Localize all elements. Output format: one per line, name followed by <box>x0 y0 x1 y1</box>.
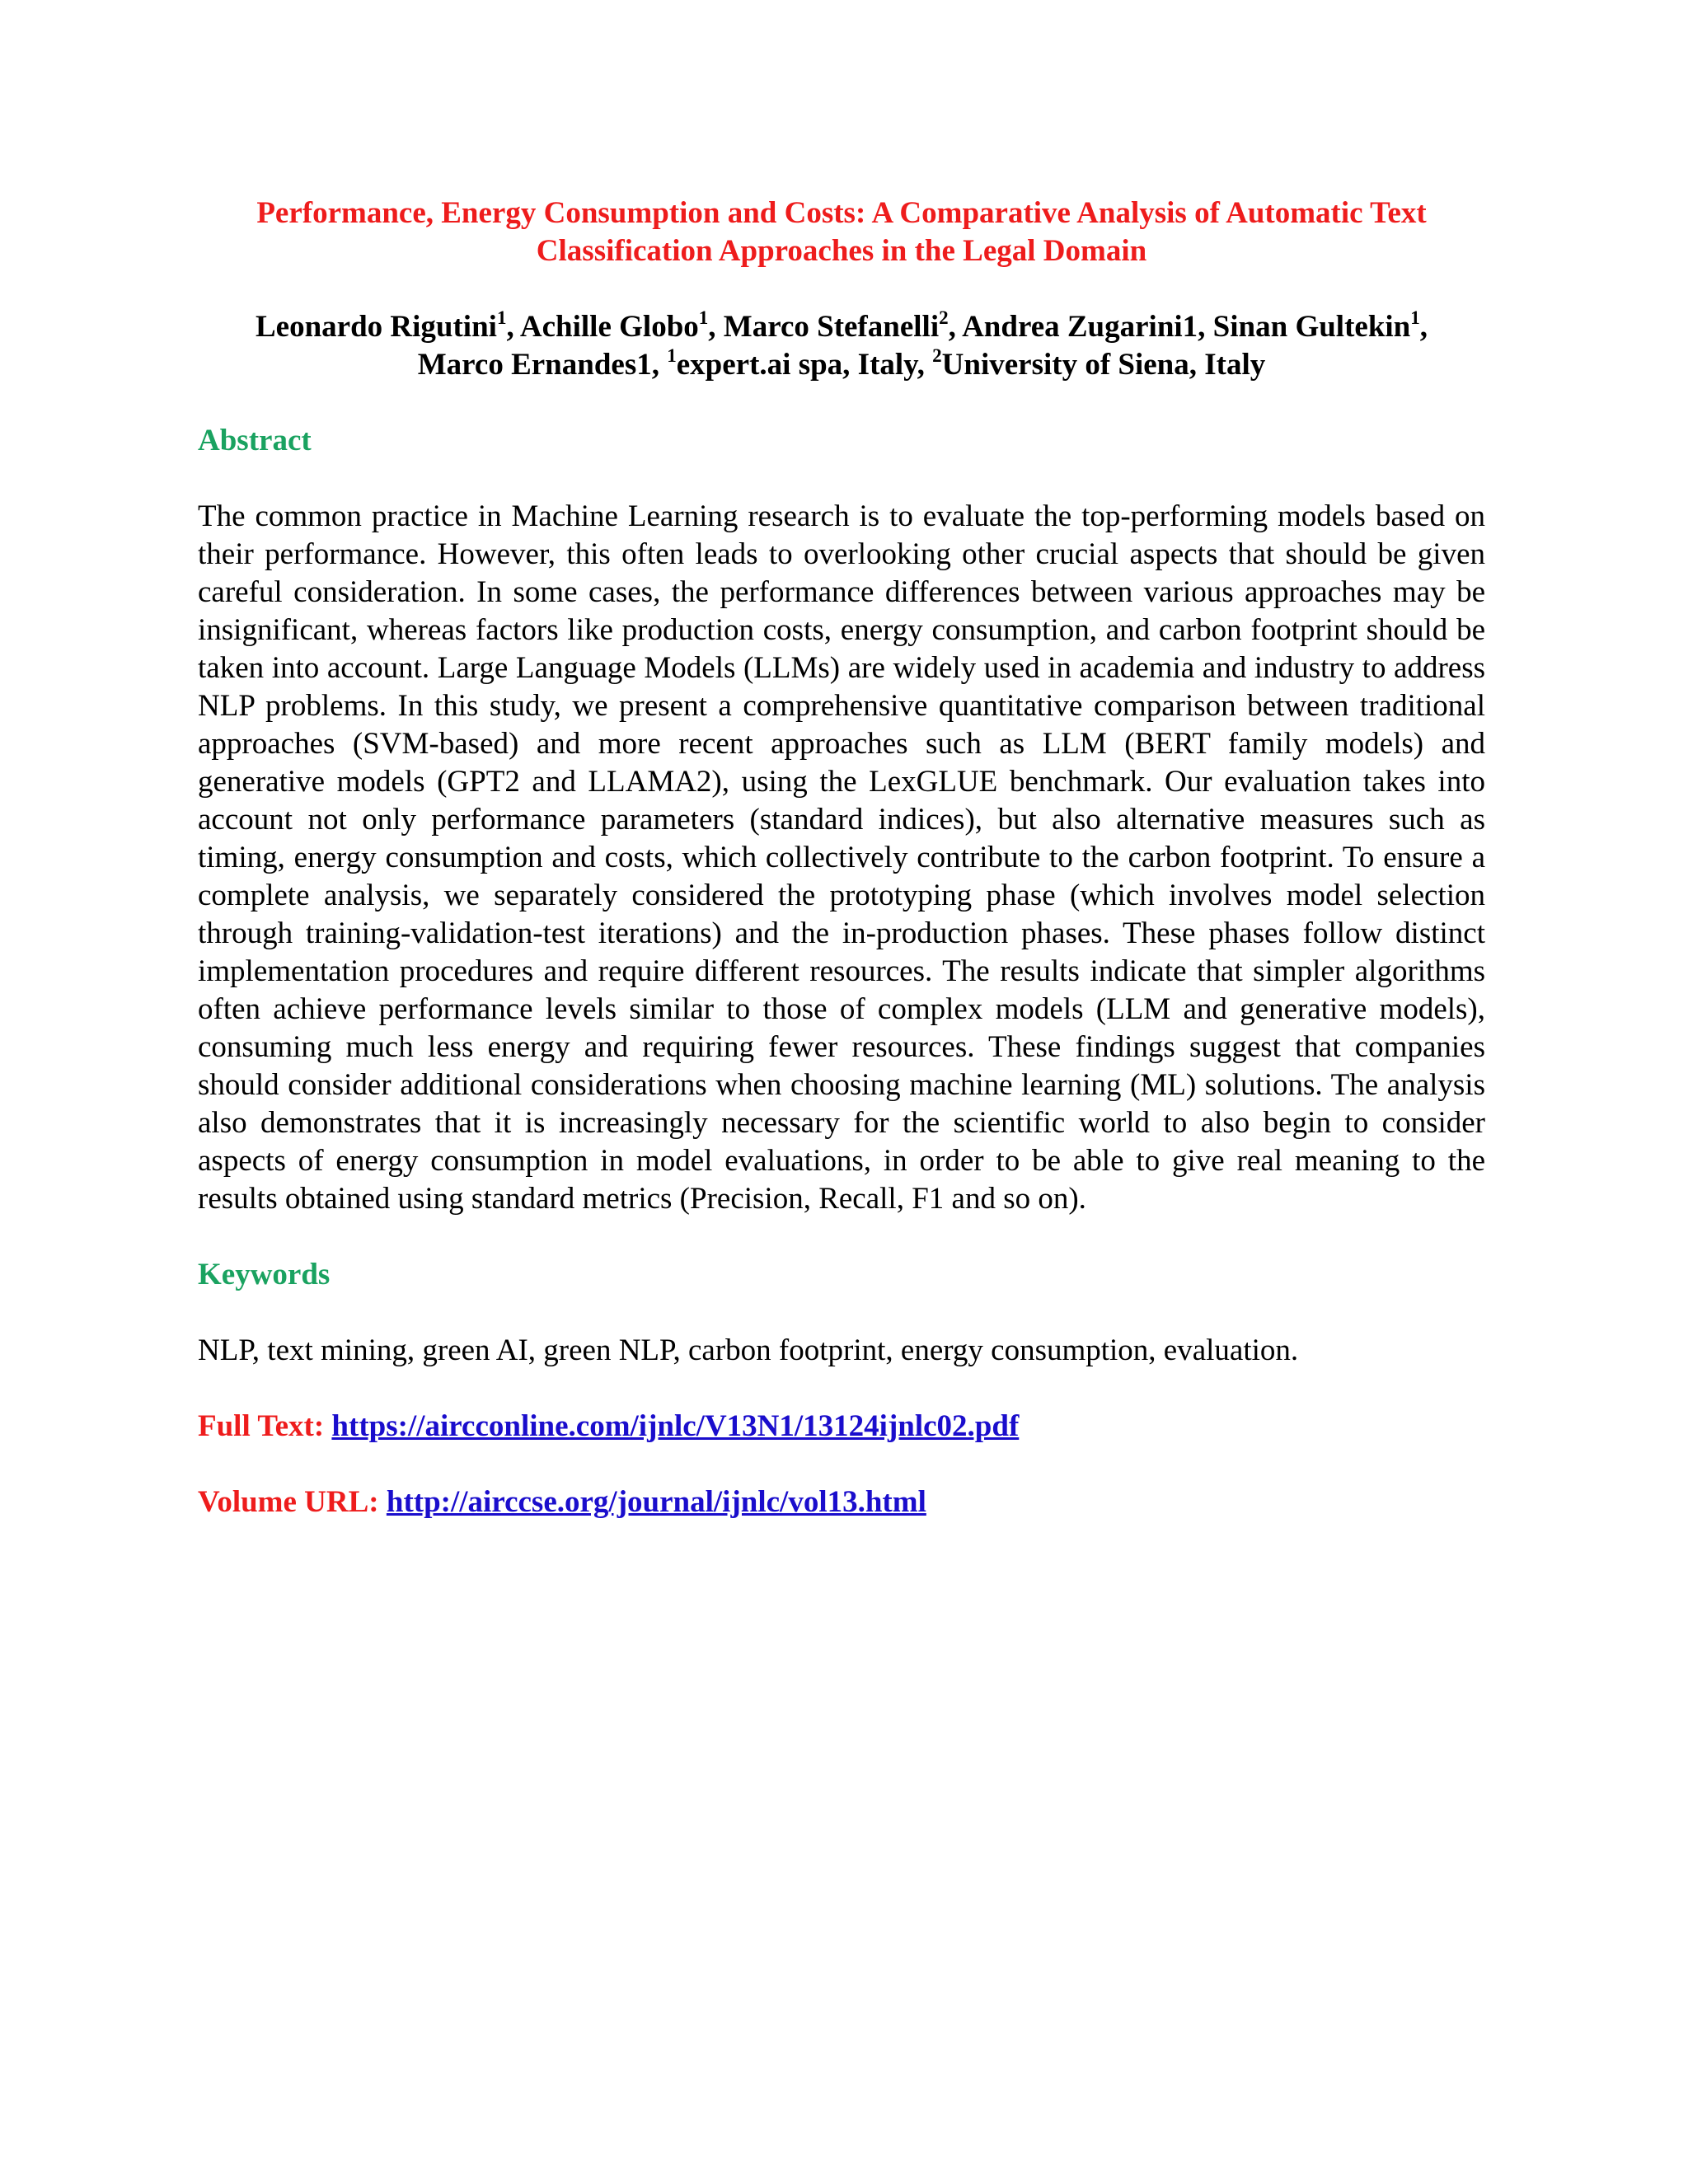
paper-title-line1: Performance, Energy Consumption and Costs: A Comparative Analysis of Automatic Text <box>256 196 1427 230</box>
paper-title <box>198 194 1485 270</box>
full-text-line <box>198 1408 1485 1446</box>
affiliation-mark: 2 <box>932 344 942 366</box>
author-affiliation-mark: 2 <box>939 307 949 328</box>
paper-page <box>198 194 1485 1521</box>
affiliation-name: expert.ai spa, Italy, <box>676 348 933 382</box>
author-name: Leonardo Rigutini <box>255 310 497 344</box>
author-name: , Andrea Zugarini1, Sinan Gultekin <box>948 310 1411 344</box>
affiliation-mark: 1 <box>667 344 677 366</box>
author-name: , Achille Globo <box>506 310 699 344</box>
volume-url-link[interactable]: http://airccse.org/journal/ijnlc/vol13.html <box>386 1485 926 1519</box>
author-list <box>198 308 1485 384</box>
abstract-heading: Abstract <box>198 424 312 457</box>
full-text-label: Full Text: <box>198 1409 325 1443</box>
full-text-link[interactable]: https://aircconline.com/ijnlc/V13N1/13124ijnlc02.pdf <box>331 1409 1020 1443</box>
author-affiliation-mark: 1 <box>496 307 507 328</box>
abstract-body: The common practice in Machine Learning research is to evaluate the top-performing models based on their performance. However, this often leads to overlooking other crucial aspects that should be given careful consideration. In some cases, the performance differences between various approaches may be insignificant, whereas factors like production costs, energy consumption, and carbon footprint should be taken into account. Large Language Models (LLMs) are widely used in academia and industry to address NLP problems. In this study, we present a comprehensive quantitative comparison between traditional approaches (SVM-based) and more recent approaches such as LLM (BERT family models) and generative models (GPT2 and LLAMA2), using the LexGLUE benchmark. Our evaluation takes into account not only performance parameters (standard indices), but also alternative measures such as timing, energy consumption and costs, which collectively contribute to the carbon footprint. To ensure a complete analysis, we separately considered the prototyping phase (which involves model selection through training-validation-test iterations) and the in-production phases. These phases follow distinct implementation procedures and require different resources. The results indicate that simpler algorithms often achieve performance levels similar to those of complex models (LLM and generative models), consuming much less energy and requiring fewer resources. These findings suggest that companies should consider additional considerations when choosing machine learning (ML) solutions. The analysis also demonstrates that it is increasingly necessary for the scientific world to also begin to consider aspects of energy consumption in model evaluations, in order to be able to give real meaning to the results obtained using standard metrics (Precision, Recall, F1 and so on). <box>198 499 1485 1216</box>
affiliation-name: University of Siena, Italy <box>941 348 1266 382</box>
author-separator: , <box>1419 310 1428 344</box>
author-name: Marco Ernandes1, <box>417 348 668 382</box>
volume-url-label: Volume URL: <box>198 1485 379 1519</box>
keywords-heading: Keywords <box>198 1258 331 1291</box>
paper-title-line2: Classification Approaches in the Legal Domain <box>536 234 1147 268</box>
author-affiliation-mark: 1 <box>698 307 709 328</box>
author-affiliation-mark: 1 <box>1410 307 1420 328</box>
volume-url-line <box>198 1483 1485 1521</box>
author-name: , Marco Stefanelli <box>708 310 940 344</box>
keywords-body: NLP, text mining, green AI, green NLP, carbon footprint, energy consumption, evaluation. <box>198 1333 1299 1367</box>
